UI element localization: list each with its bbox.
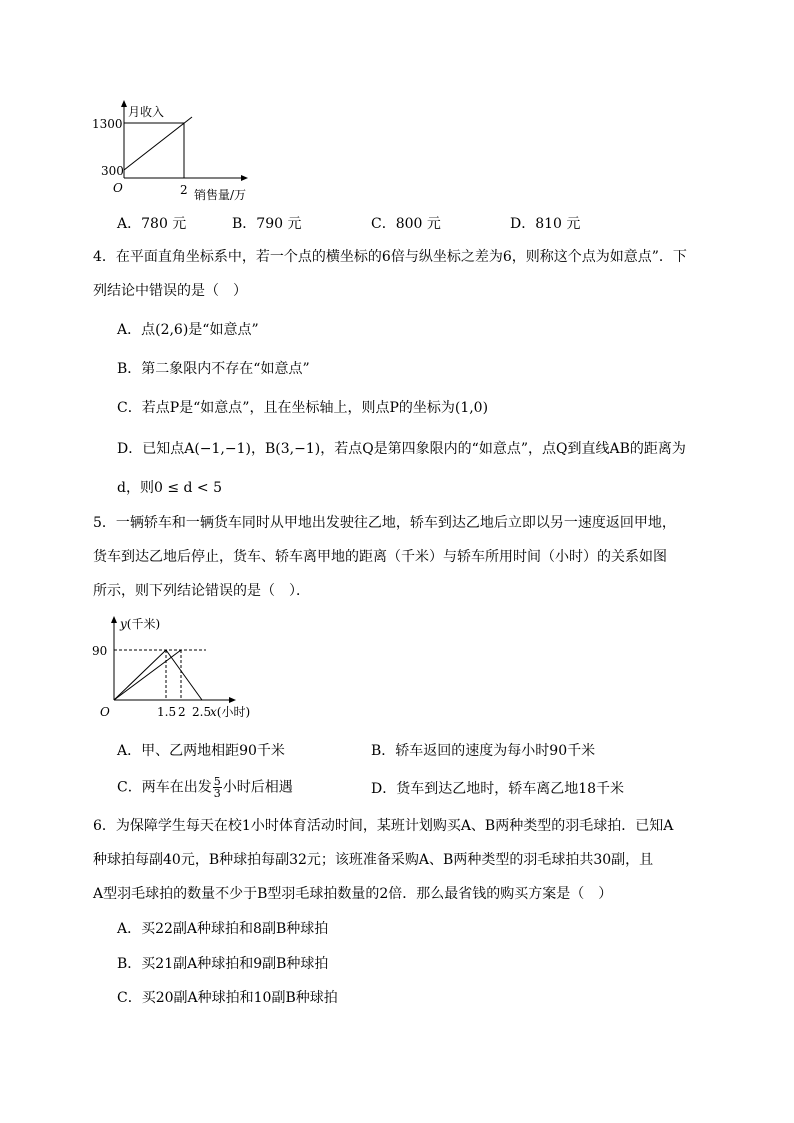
q6-stem-line2: 种球拍每副40元，B种球拍每副32元；该班准备采购A、B两种类型的羽毛球拍共30副，且 (93, 852, 654, 868)
x-tick-1-5: 1.5 (157, 705, 177, 719)
q3-option-c[interactable]: C．800 元 (371, 216, 441, 232)
q3-option-b[interactable]: B．790 元 (232, 216, 302, 232)
q3-option-d[interactable]: D．810 元 (510, 216, 581, 232)
x-tick-2-5: 2.5 (192, 705, 212, 719)
q4-option-b[interactable]: B．第二象限内不存在“如意点” (117, 361, 310, 377)
y-tick-90: 90 (92, 644, 108, 658)
q4-option-d-line1[interactable]: D．已知点A(−1,−1)，B(3,−1)，若点Q是第四象限内的“如意点”，点Q到直线AB的距离为 (117, 441, 686, 457)
x-axis-label: 销售量/万 (194, 188, 247, 202)
q4-option-d-line2: d，则0 ≤ d < 5 (117, 480, 222, 496)
car-line (114, 650, 202, 700)
y-axis-arrow (121, 100, 127, 107)
distance-graph (92, 612, 272, 728)
q6-option-b[interactable]: B．买21副A种球拍和9副B种球拍 (117, 956, 329, 972)
x-tick-2: 2 (178, 705, 186, 719)
x-axis-arrow (241, 175, 248, 181)
q4-stem-line2: 列结论中错误的是（ ） (93, 283, 247, 299)
q3-option-a[interactable]: A．780 元 (117, 216, 187, 232)
q4-stem-line1: 4．在平面直角坐标系中，若一个点的横坐标的6倍与纵坐标之差为6，则称这个点为如意点”．下 (93, 249, 687, 265)
q5-stem-line3: 所示，则下列结论错误的是（ ）． (93, 583, 310, 599)
income-graph (92, 98, 286, 204)
q5-stem-line1: 5．一辆轿车和一辆货车同时从甲地出发驶往乙地，轿车到达乙地后立即以另一速度返回甲地， (93, 515, 676, 531)
truck-line (114, 650, 181, 700)
q6-option-a[interactable]: A．买22副A种球拍和8副B种球拍 (117, 921, 329, 937)
q4-option-a[interactable]: A．点(2,6)是“如意点” (117, 322, 259, 338)
q5-option-c[interactable]: C．两车在出发 $\frac{5}{3}$ 小时后相遇 (117, 775, 293, 800)
q5-option-a[interactable]: A．甲、乙两地相距90千米 (117, 743, 285, 759)
q6-stem-line3: A型羽毛球拍的数量不少于B型羽毛球拍数量的2倍．那么最省钱的购买方案是（ ） (93, 886, 613, 902)
income-line (124, 117, 192, 170)
origin-label: O (113, 181, 123, 195)
origin-label: O (100, 705, 110, 719)
q6-option-c[interactable]: C．买20副A种球拍和10副B种球拍 (117, 990, 338, 1006)
x-axis-label: x(小时) (210, 705, 251, 719)
q6-stem-line1: 6．为保障学生每天在校1小时体育活动时间，某班计划购买A、B两种类型的羽毛球拍．已知A (93, 818, 674, 834)
q4-option-c[interactable]: C．若点P是“如意点”，且在坐标轴上，则点P的坐标为(1,0) (117, 400, 489, 416)
q5-option-b[interactable]: B．轿车返回的速度为每小时90千米 (371, 743, 596, 759)
y-axis-label: y(千米) (120, 617, 161, 631)
y-tick-300: 300 (101, 164, 124, 178)
y-axis-label: 月收入 (128, 105, 165, 119)
y-tick-1300: 1300 (92, 117, 123, 131)
q5-stem-line2: 货车到达乙地后停止，货车、轿车离甲地的距离（千米）与轿车所用时间（小时）的关系如图 (93, 549, 667, 565)
q5-option-d[interactable]: D．货车到达乙地时，轿车离乙地18千米 (371, 781, 625, 797)
x-axis-arrow (229, 697, 236, 703)
y-axis-arrow (111, 616, 117, 623)
fraction-5-3: $\frac{5}{3}$ (213, 775, 221, 800)
x-tick-2: 2 (180, 183, 188, 197)
